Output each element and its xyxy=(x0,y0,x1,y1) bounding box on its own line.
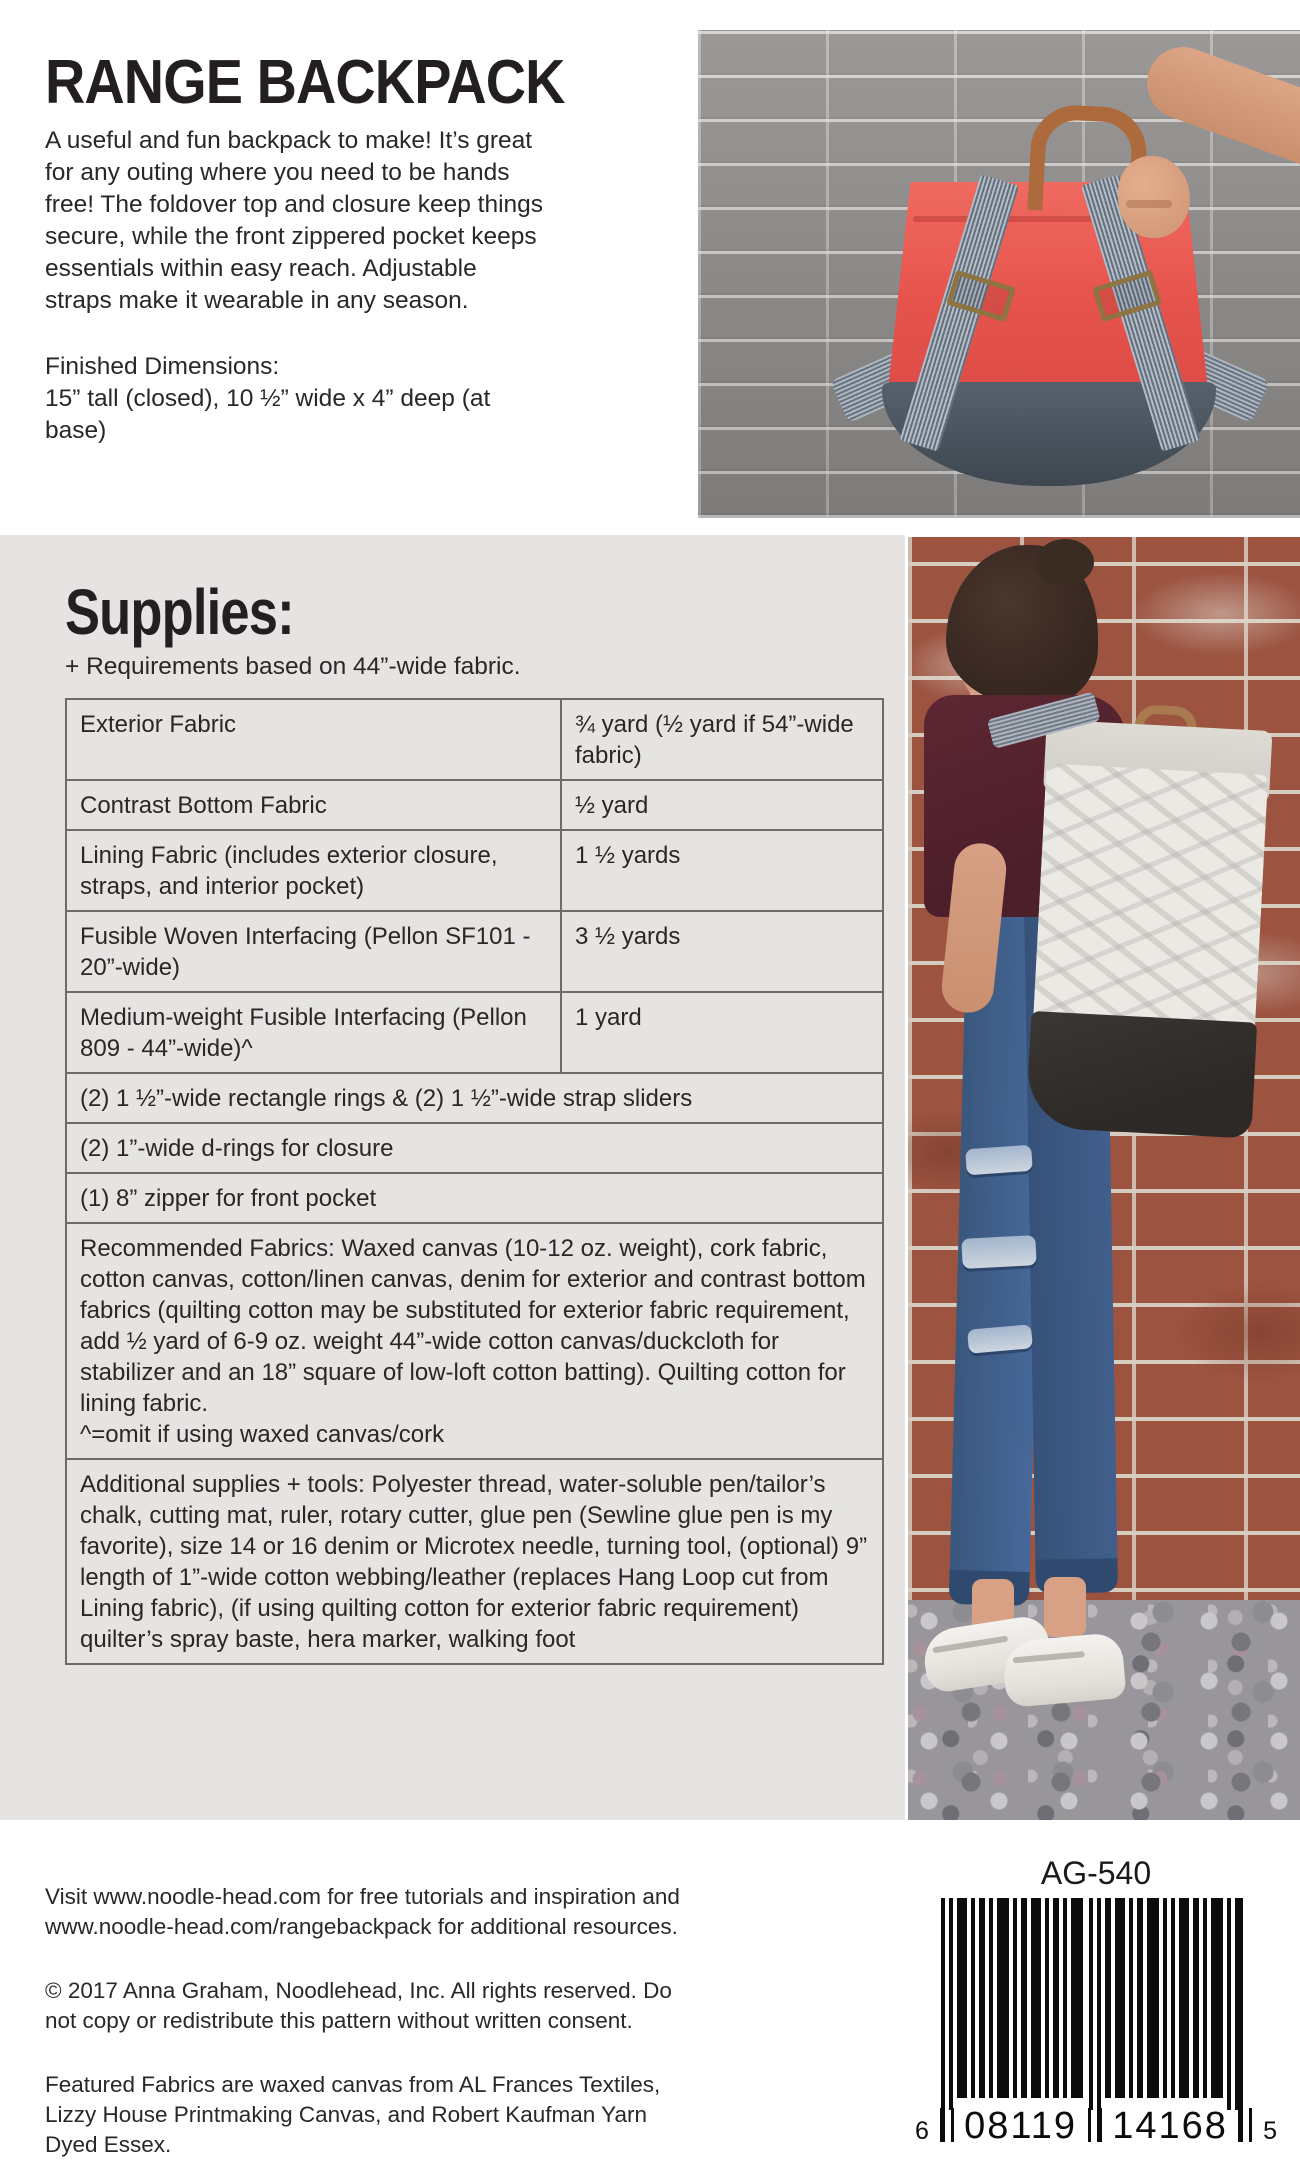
supplies-table xyxy=(65,698,884,1665)
footer xyxy=(45,1882,700,2175)
table-row xyxy=(66,1223,883,1459)
finished-dimensions xyxy=(45,351,545,447)
model-photo xyxy=(908,537,1300,1820)
copyright-note: © 2017 Anna Graham, Noodlehead, Inc. All rights reserved. Do not copy or redistribute this pattern without written consent. xyxy=(45,1978,672,2033)
worn-backpack xyxy=(1025,719,1272,1138)
table-row xyxy=(66,1123,883,1173)
barcode-group-2: 14168 xyxy=(1112,2105,1228,2147)
table-row xyxy=(66,780,883,830)
supply-hardware: (2) 1 ½”-wide rectangle rings & (2) 1 ½”-wide strap sliders xyxy=(66,1073,883,1123)
featured-fabrics-note: Featured Fabrics are waxed canvas from AL Frances Textiles, Lizzy House Printmaking Canvas, and Robert Kaufman Yarn Dyed Essex. xyxy=(45,2072,661,2157)
jeans-rip xyxy=(961,1235,1036,1269)
table-row xyxy=(66,1459,883,1664)
barcode-bars xyxy=(941,1898,1251,2110)
barcode-digit-right: 5 xyxy=(1263,2117,1277,2145)
barcode xyxy=(915,1854,1277,2146)
table-row xyxy=(66,830,883,911)
caret-note: ^=omit if using waxed canvas/cork xyxy=(80,1421,445,1448)
additional-supplies-cell: Additional supplies + tools: Polyester thread, water-soluble pen/tailor’s chalk, cutting mat, ruler, rotary cutter, glue pen (Sewline glue pen is my favorite), size 14 or 16 denim or Microtex needle, turning tool, (optional) 9” length of 1”-wide cotton webbing/leather (replaces Hang Loop cut from Lining fabric), (if using quilting cotton for exterior fabric requirement) quilter’s spray baste, hera marker, walking foot xyxy=(66,1459,883,1664)
supply-hardware: (2) 1”-wide d-rings for closure xyxy=(66,1123,883,1173)
sku-label: AG-540 xyxy=(1040,1855,1152,1891)
model-ankle xyxy=(1044,1577,1086,1637)
table-row xyxy=(66,1073,883,1123)
barcode-guard-bars xyxy=(1238,2108,1252,2146)
barcode-guard-bars xyxy=(940,2108,954,2146)
barcode-guard-bars xyxy=(1088,2108,1102,2146)
table-row xyxy=(66,1173,883,1223)
intro-section xyxy=(45,48,565,472)
finished-dimensions-value: 15” tall (closed), 10 ½” wide x 4” deep (at base) xyxy=(45,385,491,445)
table-row xyxy=(66,699,883,780)
recommended-fabrics-text: Recommended Fabrics: Waxed canvas (10-12 oz. weight), cork fabric, cotton canvas, cotton/linen canvas, denim for exterior and contrast bottom fabrics (quilting cotton may be substituted for exterior fabric requirement, add ½ yard of 6-9 oz. weight 44”-wide cotton canvas/duckcloth for stabilizer and an 18” square of low-loft cotton batting). Quilting cotton for lining fabric. xyxy=(80,1235,866,1417)
supply-item: Contrast Bottom Fabric xyxy=(66,780,561,830)
supply-amount: ½ yard xyxy=(561,780,883,830)
worn-backpack-leather-bottom xyxy=(1025,1011,1257,1139)
backpack-photo xyxy=(698,30,1300,518)
supply-amount: 3 ½ yards xyxy=(561,911,883,992)
supply-amount: 1 ½ yards xyxy=(561,830,883,911)
supplies-heading: Supplies: xyxy=(65,576,294,648)
barcode-group-1: 08119 xyxy=(964,2105,1077,2147)
recommended-fabrics-cell xyxy=(66,1223,883,1459)
supply-amount: 1 yard xyxy=(561,992,883,1073)
supply-item: Medium-weight Fusible Interfacing (Pellon 809 - 44”-wide)^ xyxy=(66,992,561,1073)
worn-backpack-body xyxy=(1033,763,1268,1032)
product-description: A useful and fun backpack to make! It’s great for any outing where you need to be hands free! The foldover top and closure keep things secure, while the front zippered pocket keeps essentials within easy reach. Adjustable straps make it wearable in any season. xyxy=(45,127,544,315)
model-hand xyxy=(1118,156,1190,238)
supplies-section xyxy=(0,535,905,1820)
barcode-digit-left: 6 xyxy=(915,2117,929,2145)
finished-dimensions-label: Finished Dimensions: xyxy=(45,353,280,381)
table-row xyxy=(66,911,883,992)
supply-hardware: (1) 8” zipper for front pocket xyxy=(66,1173,883,1223)
table-row xyxy=(66,992,883,1073)
supplies-note: + Requirements based on 44”-wide fabric. xyxy=(65,653,521,680)
supply-item: Lining Fabric (includes exterior closure, straps, and interior pocket) xyxy=(66,830,561,911)
supply-item: Exterior Fabric xyxy=(66,699,561,780)
jeans-rip xyxy=(965,1145,1033,1176)
model-hair-bun xyxy=(1036,539,1094,585)
supply-item: Fusible Woven Interfacing (Pellon SF101 - 20”-wide) xyxy=(66,911,561,992)
website-note: Visit www.noodle-head.com for free tutorials and inspiration and www.noodle-head.com/rangebackpack for additional resources. xyxy=(45,1884,680,1939)
supply-amount: ¾ yard (½ yard if 54”-wide fabric) xyxy=(561,699,883,780)
barcode-digits xyxy=(915,2106,1277,2146)
page-title: RANGE BACKPACK xyxy=(45,48,565,117)
